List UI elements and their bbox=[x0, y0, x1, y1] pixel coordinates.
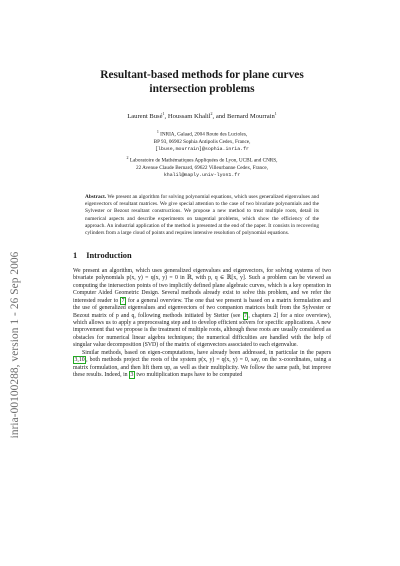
section-title: Introduction bbox=[86, 250, 132, 260]
paragraph-1-text-c: , chapters 2] for a nice overview), which allows us to apply a preprocessing step and to develop efficient solvers for specific applications. A new improvement that we propose is the treatment of multiple roots, although these roots are usually considered as obstacles for numerical linear algebra techniques; the numerical difficulties are handled with the help of singular value decomposition (SVD) of the matrix of eigenvectors associated to each eigenvalue. bbox=[73, 312, 331, 349]
title-line-2: intersection problems bbox=[149, 83, 255, 95]
affiliation-2 bbox=[73, 154, 331, 179]
citation-link[interactable]: 7 bbox=[121, 297, 125, 304]
author-1: Laurent Busé bbox=[127, 113, 163, 121]
author-sep-1: , bbox=[164, 113, 168, 121]
side-stamp-text: inria-00100288, version 1 - 26 Sep 2006 bbox=[9, 251, 21, 439]
affiliation-2-email: khalil@maply.univ-lyon1.fr bbox=[163, 173, 241, 179]
affiliation-1 bbox=[73, 128, 331, 153]
author-list bbox=[73, 111, 331, 120]
abstract-text: We present an algorithm for solving polynomial equations, which uses generalized eigenvalues and eigenvectors of resultant matrices. We give special attention to the case of two bivariate polynomials and the Sylvester or Bezout resultant constructions. We propose a new method to treat multiple roots, detail its numerical aspects and describe experiments on tangential problems, which show the efficiency of the approach. An industrial application of the method is presented at the end of the paper. It consists in recovering cylinders from a large cloud of points and requires intensive resolution of polynomial equations. bbox=[85, 194, 319, 236]
paragraph-2 bbox=[73, 350, 331, 380]
author-sep-2: , and bbox=[212, 113, 227, 121]
citation-link[interactable]: 3,10 bbox=[74, 357, 85, 364]
title-line-1: Resultant-based methods for plane curves bbox=[100, 69, 304, 81]
section-number: 1 bbox=[73, 250, 78, 260]
paper-title bbox=[73, 68, 331, 96]
paper-page bbox=[73, 68, 331, 380]
author-2-sup: 2 bbox=[210, 111, 213, 116]
paragraph-1-text-b: for a general overview. The one that we present is based on a matrix formulation and the use of generalized eigenvalues and eigenvectors of two companion matrices built from the Sylvester or Bezout matrix of p and q, following methods initiated by Stetter (see bbox=[73, 297, 331, 319]
affiliation-2-sup: 2 bbox=[126, 155, 129, 161]
section-heading bbox=[73, 251, 331, 260]
paragraph-2-text-c: two multiplication maps have to be computed bbox=[134, 372, 243, 379]
affiliation-1-line2: BP 93, 06902 Sophia Antipolis Cedex, France, bbox=[153, 139, 251, 146]
arxiv-side-stamp bbox=[3, 200, 27, 490]
author-2: Houssam Khalil bbox=[167, 113, 211, 121]
author-1-sup: 1 bbox=[162, 111, 165, 116]
paragraph-2-text-b: , both methods project the roots of the system p(x, y) = q(x, y) = 0, say, on the x-coordinates, using a matrix formulation, and then lift them up, as well as their multiplicity. We follow the same path, but improve these results. Indeed, in bbox=[73, 357, 331, 379]
affiliation-1-line1: INRIA, Galaad, 2004 Route des Lucioles, bbox=[160, 131, 248, 138]
citation-link[interactable]: 7 bbox=[244, 312, 247, 319]
abstract-label: Abstract. bbox=[85, 194, 107, 201]
affiliation-2-line1: Laboratoire de Mathématiques Appliquées de Lyon, UCBL and CNRS, bbox=[129, 157, 278, 164]
paragraph-2-text-a: Similar methods, based on eigen-computations, have already been addressed, in particular in the papers bbox=[82, 349, 331, 356]
abstract bbox=[85, 194, 319, 237]
paragraph-1-text-a: We present an algorithm, which uses generalized eigenvalues and eigenvectors, for solving systems of two bivariate polynomials p(x, y) = q(x, y) = 0 in ℝ, with p, q ∈ ℝ[x, y]. Such a problem can be viewed as computing the intersection points of two implicitly defined plane algebraic curves, which is a key operation in Computer Aided Geometric Design. Several methods already exist to solve this problem, and we refer the interested reader to bbox=[73, 267, 331, 304]
introduction-body bbox=[73, 268, 331, 380]
paragraph-1 bbox=[73, 268, 331, 350]
affiliation-1-email: [lbuse,mourrain]@sophia.inria.fr bbox=[155, 147, 249, 153]
author-3: Bernard Mourrain bbox=[227, 113, 275, 121]
affiliation-2-line2: 22 Avenue Claude Bernard, 69622 Villeurbanne Cedex, France, bbox=[135, 165, 269, 172]
citation-link[interactable]: 3 bbox=[130, 372, 134, 379]
author-3-sup: 1 bbox=[274, 111, 277, 116]
affiliation-1-sup: 1 bbox=[156, 129, 159, 135]
affiliations bbox=[73, 128, 331, 179]
